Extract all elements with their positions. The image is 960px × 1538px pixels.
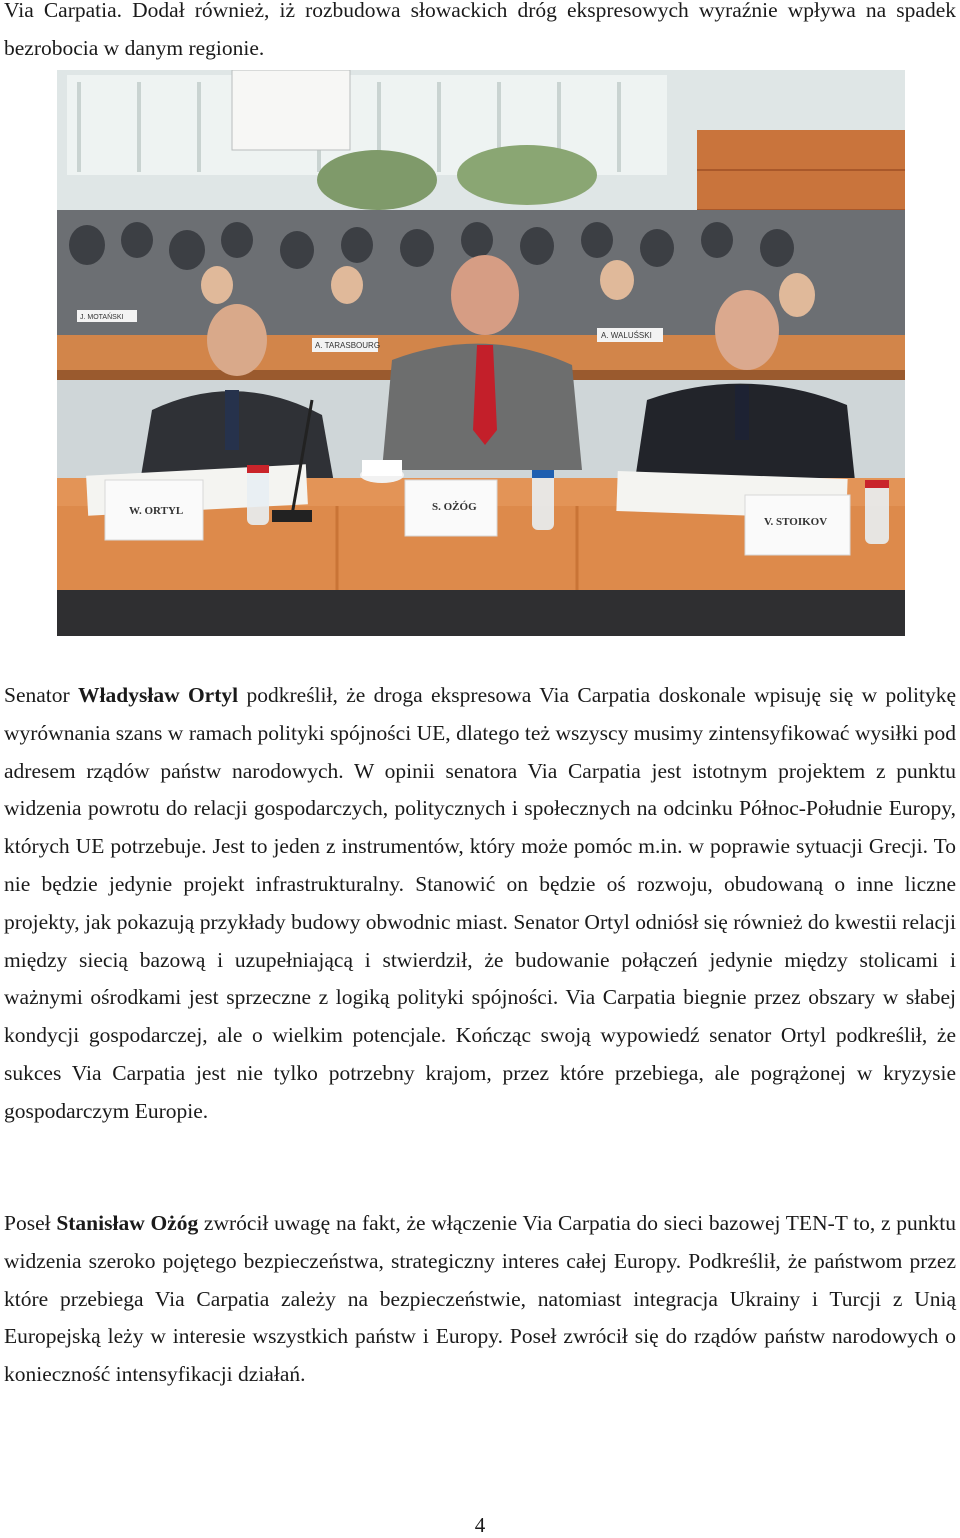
intro-paragraph bbox=[4, 0, 956, 68]
plate-tarasbourg: A. TARASBOURG bbox=[315, 341, 381, 350]
plate-stoikov: V. STOIKOV bbox=[764, 516, 828, 528]
intro-text: Via Carpatia. Dodał również, iż rozbudowa słowackich dróg ekspresowych wyraźnie wpływa na spadek bezrobocia w danym regionie. bbox=[4, 0, 956, 60]
ortyl-paragraph bbox=[4, 677, 956, 1131]
ozog-prefix: Poseł bbox=[4, 1211, 57, 1235]
plate-ozog: S. OŻÓG bbox=[432, 501, 477, 513]
plate-ortyl: W. ORTYL bbox=[129, 505, 184, 517]
meeting-photo-illustration bbox=[57, 70, 905, 636]
page-number: 4 bbox=[474, 1513, 486, 1537]
ortyl-name: Władysław Ortyl bbox=[78, 683, 239, 707]
ortyl-prefix: Senator bbox=[4, 683, 79, 707]
ortyl-text: podkreślił, że droga ekspresowa Via Carpatia doskonale wpisuję się w politykę wyrównania szans w ramach polityki spójności UE, dlatego też wszyscy musimy zintensyfikować wysiłki pod adresem rządów państw narodowych. W opinii senatora Via Carpatia jest istotnym projektem z punktu widzenia powrotu do relacji gospodarczych, politycznych i społecznych na odcinku Północ-Południe Europy, których UE potrzebuje. Jest to jeden z instrumentów, który może pomóc m.in. w poprawie sytuacji Grecji. To nie będzie jedynie projekt infrastrukturalny. Stanowić on będzie oś rozwoju, obudowaną o inne liczne projekty, jak pokazują przykłady budowy obwodnic miast. Senator Ortyl odniósł się również do kwestii relacji między siecią bazową i uzupełniającą i stwierdził, że budowanie połączeń jedynie między stolicami i ważnymi ośrodkami jest sprzeczne z logiką polityki spójności. Via Carpatia biegnie przez obszary w słabej kondycji gospodarczej, ale o wielkim potencjale. Kończąc swoją wypowiedź senator Ortyl podkreślił, że sukces Via Carpatia jest nie tylko potrzebny krajom, przez które przebiega, ale pogrążonej w kryzysie gospodarczym Europie. bbox=[4, 683, 956, 1123]
plate-waluski: A. WALUŚSKI bbox=[601, 331, 652, 340]
meeting-photo bbox=[57, 70, 905, 636]
ozog-paragraph bbox=[4, 1205, 956, 1394]
ozog-text: zwrócił uwagę na fakt, że włączenie Via Carpatia do sieci bazowej TEN-T to, z punktu widzenia szeroko pojętego bezpieczeństwa, strategiczny interes całej Europy. Podkreślił, że państwom przez które przebiega Via Carpatia zależy na bezpieczeństwie, natomiast integracja Ukrainy i Turcji z Unią Europejską leży w interesie wszystkich państw i Europy. Poseł zwrócił się do rządów państw narodowych o konieczność intensyfikacji działań. bbox=[4, 1211, 957, 1387]
plate-motanski: J. MOTAŃSKI bbox=[80, 314, 124, 321]
ozog-name: Stanisław Ożóg bbox=[56, 1211, 199, 1235]
